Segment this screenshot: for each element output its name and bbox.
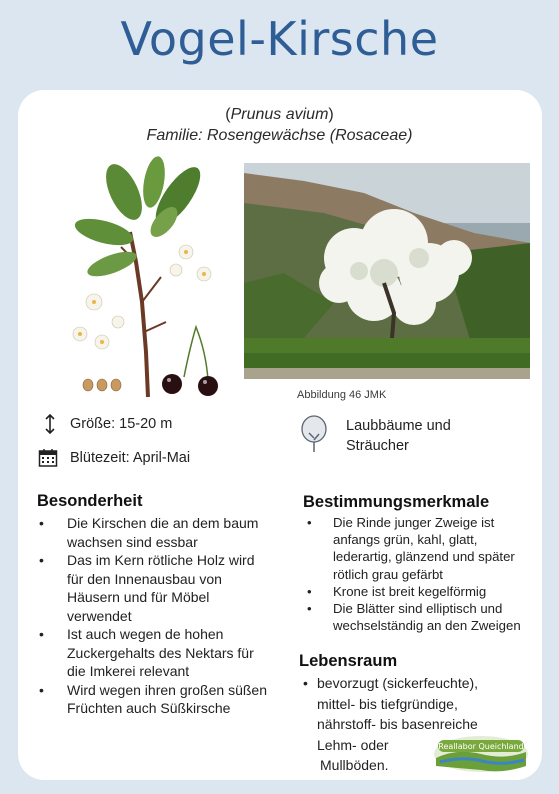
list-item: • Die Rinde junger Zweige ist anfangs grün, kahl, glatt, lederartig, glänzend und später rötlich grau gefärbt: [303, 514, 535, 583]
bloom-label: Blütezeit: April-Mai: [70, 450, 191, 466]
list-item: • Ist auch wegen de hohen Zuckergehalts des Nektars für die Imkerei relevant: [37, 625, 269, 681]
size-row: [44, 414, 172, 434]
tree-icon: [300, 414, 328, 454]
category-label: Laubbäume und Sträucher: [346, 418, 451, 454]
bestimmungsmerkmale-list: [303, 514, 535, 634]
bestimmungsmerkmale-heading: Bestimmungsmerkmale: [303, 493, 490, 511]
bloom-row: [38, 448, 190, 468]
list-item: • Das im Kern rötliche Holz wird für den Innenausbau von Häusern und für Möbel verwendet: [37, 551, 269, 625]
page-title: Vogel-Kirsche: [120, 12, 439, 66]
family-name: Familie: Rosengewächse (Rosaceae): [146, 127, 413, 144]
calendar-icon: [38, 448, 58, 468]
botanical-illustration: [66, 152, 228, 402]
besonderheit-list: [37, 514, 269, 718]
list-item: • Die Kirschen die an dem baum wachsen sind essbar: [37, 514, 269, 551]
up-down-arrow-icon: [44, 414, 56, 434]
list-item: • Die Blätter sind elliptisch und wechselständig an den Zweigen: [303, 600, 535, 634]
lebensraum-text: • bevorzugt (sickerfeuchte), mittel- bis tiefgründige, nährstoff- bis basenreiche Lehm- oder Mullböden.: [303, 675, 479, 773]
list-item: • Wird wegen ihren großen süßen Früchten auch Süßkirsche: [37, 681, 269, 718]
reallabor-logo: [432, 730, 530, 774]
size-label: Größe: 15-20 m: [70, 416, 173, 432]
besonderheit-heading: Besonderheit: [37, 492, 143, 510]
logo-text: Reallabor Queichland: [438, 742, 524, 751]
list-item: • Krone ist breit kegelförmig: [303, 583, 535, 600]
image-caption: Abbildung 46 JMK: [297, 389, 387, 401]
latin-name: (Prunus avium): [225, 106, 334, 123]
lebensraum-heading: Lebensraum: [299, 652, 398, 670]
tree-photo: [244, 163, 530, 379]
